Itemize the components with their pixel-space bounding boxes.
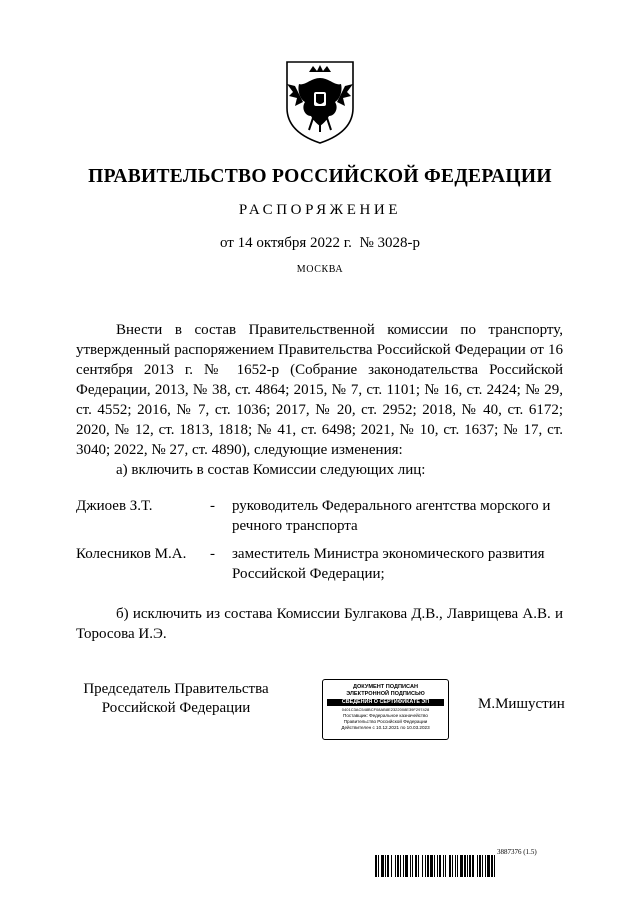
- person-name: Колесников М.А.: [76, 546, 187, 562]
- barcode: [375, 855, 565, 877]
- signer-name: М.Мишустин: [478, 696, 565, 712]
- document-number: № 3028-р: [359, 235, 420, 251]
- signatory-position-line1: Председатель Правительства: [83, 681, 269, 697]
- signatory-position-line2: Российской Федерации: [101, 700, 251, 716]
- document-date: от 14 октября 2022 г.: [219, 235, 352, 251]
- main-paragraph: Внести в состав Правительственной комиссии по транспорту, утвержденный распоряжением Правительства Российской Федерации от 16 сентября 2013 г. № 1652-р (Собрание законодательства Российской Федерации, 2013, № 38, ст. 4864; 2015, № 7, ст. 1101; № 16, ст. 2424; № 29, ст. 4552; 2016, № 7, ст. 1036; 2017, № 20, ст. 2952; 2018, № 40, ст. 6172; 2020, № 12, ст. 1813, 1818; № 41, ст. 6498; 2021, № 10, ст. 1637; № 17, ст. 3040; 2022, № 27, ст. 4890), следующие изменения:: [76, 322, 563, 458]
- document-code: 3887376 (1.5): [497, 848, 537, 856]
- person-name: Джиоев З.Т.: [76, 498, 153, 514]
- document-body: [76, 320, 563, 480]
- person-row: [76, 544, 563, 584]
- stamp-issuer: Поставщик: Федеральное казначейство: [343, 712, 428, 718]
- person-role: заместитель Министра экономического развития Российской Федерации;: [232, 546, 545, 582]
- stamp-validity: Действителен с 10.12.2021 по 10.03.2023: [341, 724, 430, 730]
- stamp-header: СВЕДЕНИЯ О СЕРТИФИКАТЕ ЭП: [327, 699, 444, 706]
- stamp-line1: ДОКУМЕНТ ПОДПИСАН: [352, 684, 419, 690]
- document-date-line: [0, 235, 640, 252]
- document-city: МОСКВА: [296, 264, 344, 275]
- stamp-line2: ЭЛЕКТРОННОЙ ПОДПИСЬЮ: [346, 691, 425, 697]
- document-type: РАСПОРЯЖЕНИЕ: [238, 202, 402, 218]
- person-role: руководитель Федерального агентства морского и речного транспорта: [232, 498, 551, 534]
- stamp-owner: Правительство Российской Федерации: [343, 718, 428, 724]
- person-row: [76, 496, 563, 536]
- signatory-position: [76, 680, 276, 718]
- stamp-serial: 0401C3AC548BCF08AB8E2322008E39F297428: [341, 707, 430, 712]
- person-dash: -: [210, 498, 215, 514]
- person-dash: -: [210, 546, 215, 562]
- electronic-signature-stamp: [322, 679, 449, 740]
- government-title: ПРАВИТЕЛЬСТВО РОССИЙСКОЙ ФЕДЕРАЦИИ: [88, 166, 552, 187]
- item-b: б) исключить из состава Комиссии Булгакова Д.В., Лаврищева А.В. и Торосова И.Э.: [76, 606, 563, 642]
- item-a: а) включить в состав Комиссии следующих лиц:: [116, 462, 426, 478]
- coat-of-arms-emblem: [283, 58, 357, 146]
